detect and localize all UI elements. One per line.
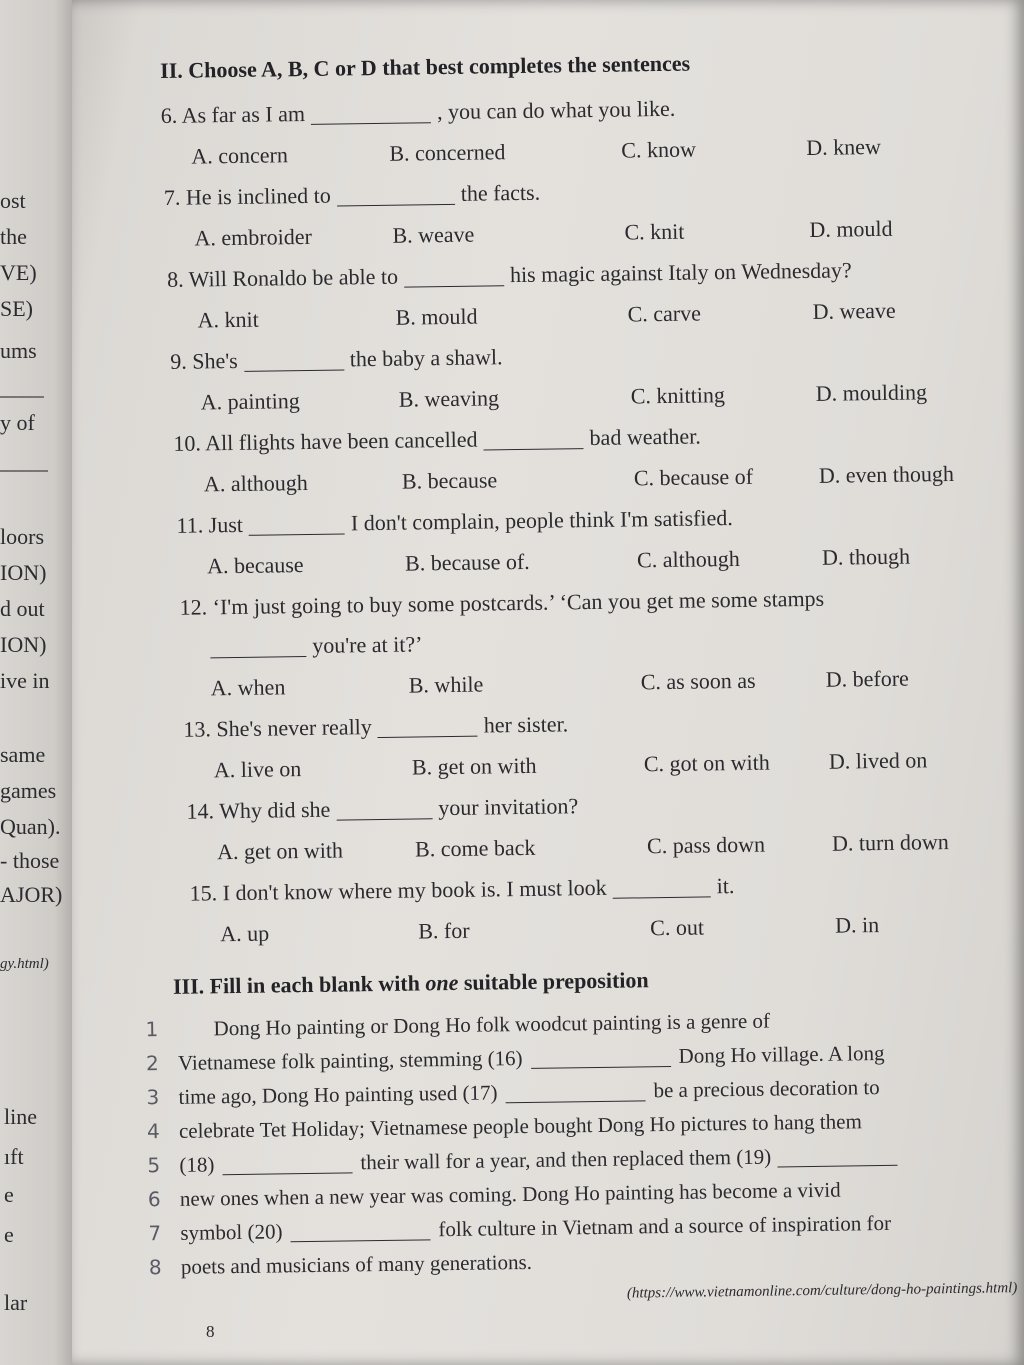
left-rule	[0, 470, 48, 472]
answer-blank[interactable]	[777, 1139, 897, 1168]
left-page-fragment: d out	[0, 596, 45, 621]
option-b[interactable]: B. while	[408, 671, 484, 698]
section-2-title: II. Choose A, B, C or D that best completes the sentences	[160, 50, 691, 83]
answer-blank[interactable]	[483, 422, 583, 450]
option-c[interactable]: C. although	[636, 545, 740, 573]
source-citation: (https://www.vietnamonline.com/culture/dong-ho-paintings.html)	[626, 1280, 1018, 1302]
option-c[interactable]: C. pass down	[646, 831, 766, 859]
left-page-fragment: same	[0, 742, 46, 767]
previous-page-strip	[0, 0, 78, 1365]
option-b[interactable]: B. weaving	[398, 385, 500, 412]
option-a[interactable]: A. get on with	[216, 837, 344, 865]
line-number: 1	[145, 1017, 159, 1042]
option-d[interactable]: D. before	[825, 665, 909, 692]
line-number: 5	[147, 1153, 161, 1178]
answer-blank[interactable]	[337, 178, 455, 207]
option-d[interactable]: D. weave	[812, 297, 896, 324]
paragraph-text: new ones when a new year was coming. Dong Ho painting has become a vivid	[179, 1177, 841, 1211]
left-page-fragment: gy.html)	[0, 956, 49, 972]
option-d[interactable]: D. though	[821, 543, 911, 570]
question-text: 13. She's never really	[183, 714, 372, 742]
left-page-fragment: ums	[0, 338, 37, 363]
paragraph-text: folk culture in Vietnam and a source of inspiration for	[438, 1210, 892, 1242]
left-page-fragment: loors	[0, 524, 44, 549]
option-d[interactable]: D. lived on	[828, 747, 928, 774]
option-c[interactable]: C. as soon as	[640, 667, 756, 695]
question-text: the facts.	[460, 179, 541, 206]
answer-blank[interactable]	[249, 507, 345, 535]
option-c[interactable]: C. carve	[627, 300, 702, 327]
left-page-fragment: the	[0, 224, 27, 249]
option-c[interactable]: C. knit	[624, 218, 685, 245]
answer-blank[interactable]	[404, 259, 504, 287]
option-a[interactable]: A. embroider	[194, 223, 312, 251]
option-c[interactable]: C. because of	[633, 463, 754, 491]
line-number: 3	[146, 1085, 160, 1110]
question-text: 9. She's	[170, 347, 238, 374]
question-text: 14. Why did she	[186, 796, 331, 824]
left-page-fragment: line	[4, 1104, 37, 1129]
option-b[interactable]: B. for	[418, 917, 470, 944]
question-text: 11. Just	[176, 511, 244, 538]
worksheet-content	[145, 46, 1024, 1309]
option-d[interactable]: D. knew	[806, 133, 882, 160]
line-number: 8	[148, 1255, 162, 1280]
question-text: the baby a shawl.	[349, 344, 503, 372]
paragraph-text: be a precious decoration to	[653, 1075, 880, 1103]
option-c[interactable]: C. knitting	[630, 382, 726, 409]
section-3	[145, 962, 1024, 1309]
paragraph-text: (18)	[179, 1152, 215, 1177]
left-page-fragment: e	[4, 1182, 14, 1207]
option-a[interactable]: A. up	[220, 920, 270, 947]
section-3-title: III. Fill in each blank with one suitable preposition	[172, 967, 649, 999]
question-text: you're at it?’	[312, 631, 423, 658]
option-b[interactable]: B. get on with	[411, 752, 537, 780]
question-text: 6. As far as I am	[160, 100, 306, 128]
question-text: 8. Will Ronaldo be able to	[166, 263, 399, 292]
left-page-fragment: - those	[0, 848, 60, 873]
left-page-fragment: ION)	[0, 560, 47, 585]
option-a[interactable]: A. when	[210, 674, 286, 701]
option-a[interactable]: A. because	[206, 552, 304, 579]
option-b[interactable]: B. because	[401, 467, 498, 494]
option-d[interactable]: D. mould	[809, 215, 893, 242]
option-d[interactable]: D. turn down	[831, 829, 949, 856]
left-page-fragment: Quan).	[0, 814, 61, 839]
left-page-fragment: SE)	[0, 296, 33, 321]
left-page-fragment: ION)	[0, 632, 47, 657]
option-c[interactable]: C. got on with	[643, 749, 770, 777]
left-page-fragment: ost	[0, 188, 26, 213]
question-text: his magic against Italy on Wednesday?	[509, 257, 852, 288]
option-a[interactable]: A. concern	[191, 142, 289, 169]
paragraph-text: symbol (20)	[180, 1219, 283, 1245]
question-text: your invitation?	[438, 793, 579, 821]
line-number: 4	[146, 1119, 160, 1144]
question-text: I don't complain, people think I'm satisfied.	[350, 505, 733, 536]
page-number: 8	[206, 1322, 215, 1341]
option-d[interactable]: D. in	[834, 912, 880, 938]
left-page-fragment: e	[4, 1222, 14, 1247]
left-page-fragment: ıft	[4, 1144, 24, 1169]
left-page-fragment: VE)	[0, 260, 37, 285]
answer-blank[interactable]	[290, 1213, 430, 1242]
answer-blank[interactable]	[244, 343, 344, 371]
cloze-paragraph	[145, 1000, 1024, 1284]
option-b[interactable]: B. come back	[414, 834, 536, 862]
left-rule	[0, 396, 44, 398]
paragraph-text: Dong Ho village. A long	[678, 1040, 885, 1068]
answer-blank[interactable]	[336, 792, 432, 820]
paragraph-text: Vietnamese folk painting, stemming (16)	[177, 1046, 523, 1075]
option-b[interactable]: B. weave	[392, 221, 475, 248]
option-a[interactable]: A. painting	[200, 388, 300, 415]
option-b[interactable]: B. because of.	[404, 548, 530, 576]
option-a[interactable]: A. although	[203, 469, 309, 497]
left-page-fragment: games	[0, 778, 57, 803]
answer-blank[interactable]	[311, 96, 431, 125]
question-text: it.	[716, 873, 735, 899]
question-text: , you can do what you like.	[436, 95, 676, 125]
question-text: 7. He is inclined to	[163, 182, 331, 210]
answer-blank[interactable]	[378, 710, 478, 738]
option-d[interactable]: D. moulding	[815, 379, 928, 406]
option-c[interactable]: C. know	[621, 136, 697, 163]
line-number: 7	[148, 1221, 162, 1246]
question-text: 12. ‘I'm just going to buy some postcards.’ ‘Can you get me some stamps	[179, 585, 825, 620]
worksheet-page	[72, 0, 1024, 1365]
paragraph-text: celebrate Tet Holiday; Vietnamese people bought Dong Ho pictures to hang them	[178, 1109, 862, 1143]
answer-blank[interactable]	[222, 1146, 352, 1175]
option-b[interactable]: B. concerned	[389, 139, 506, 166]
paragraph-text: their wall for a year, and then replaced them (19)	[360, 1144, 772, 1175]
option-a[interactable]: A. live on	[213, 756, 302, 783]
option-a[interactable]: A. knit	[197, 306, 259, 333]
line-number: 6	[147, 1187, 161, 1212]
answer-blank[interactable]	[505, 1074, 645, 1103]
option-c[interactable]: C. out	[650, 914, 705, 941]
left-page-fragment: ive in	[0, 668, 50, 693]
answer-blank[interactable]	[530, 1040, 670, 1069]
paragraph-text: Dong Ho painting or Dong Ho folk woodcut painting is a genre of	[213, 1008, 771, 1041]
paragraph-text: time ago, Dong Ho painting used (17)	[178, 1080, 498, 1109]
left-page-fragment: y of	[0, 410, 35, 435]
question-text: 15. I don't know where my book is. I must look	[189, 874, 607, 906]
question-list	[161, 84, 1023, 956]
paragraph-text: poets and musicians of many generations.	[180, 1249, 533, 1279]
left-page-fragment: AJOR)	[0, 882, 63, 907]
question-text: her sister.	[483, 711, 569, 738]
answer-blank[interactable]	[612, 870, 710, 898]
question-text: bad weather.	[589, 423, 701, 451]
line-number: 2	[145, 1051, 159, 1076]
question-text: 10. All flights have been cancelled	[173, 426, 478, 456]
option-b[interactable]: B. mould	[395, 303, 478, 330]
left-page-fragment: lar	[4, 1290, 28, 1315]
answer-blank[interactable]	[210, 630, 306, 658]
option-d[interactable]: D. even though	[818, 460, 955, 488]
